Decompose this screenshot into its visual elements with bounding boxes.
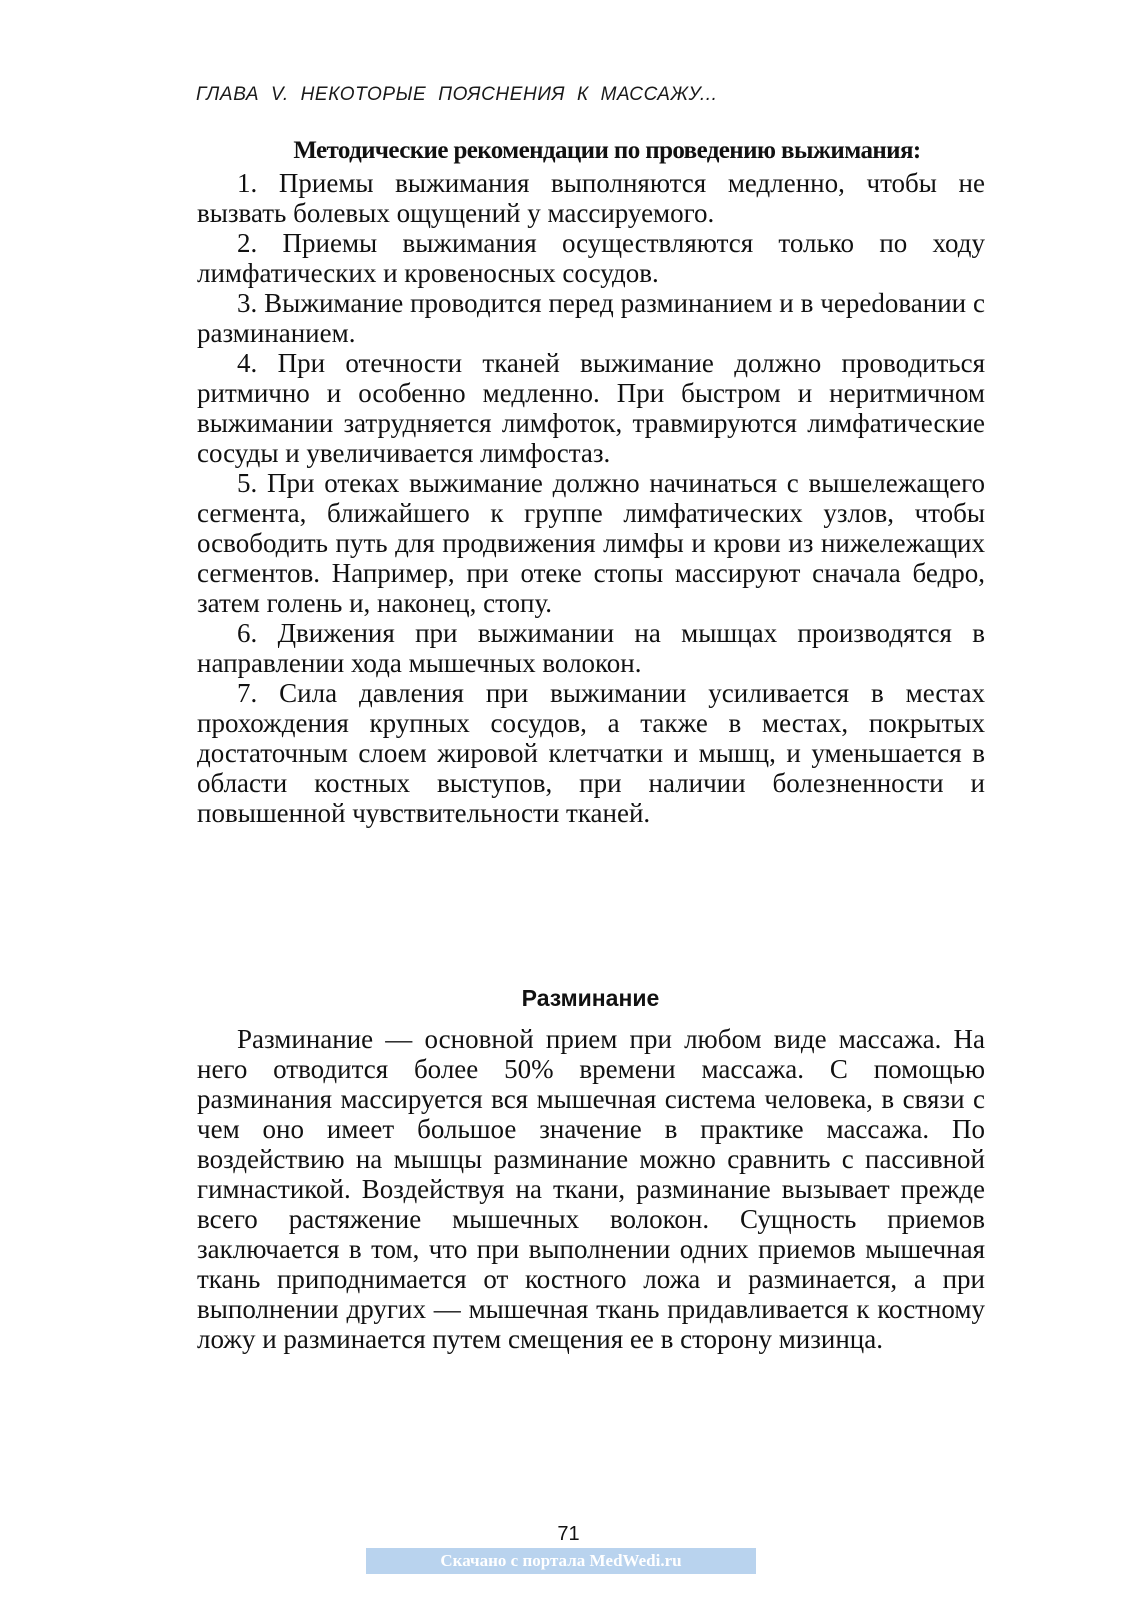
guideline-item-5: 5. При отеках выжимание должно начинаться с вышележащего сегмента, ближайшего к группе лимфатических узлов, чтобы освободить путь для продвижения лимфы и крови из нижележащих сегментов. Например, при отеке стопы массируют сначала бедро, затем голень и, наконец, стопу. (197, 468, 985, 618)
guideline-item-2: 2. Приемы выжимания осуществляются только по ходу лимфатических и кровеносных сосудов. (197, 228, 985, 288)
pressing-guidelines-section (197, 136, 985, 828)
guideline-item-7: 7. Сила давления при выжимании усиливается в местах прохождения крупных сосудов, а также в местах, покрытых достаточным слоем жировой клетчатки и мышц, и уменьшается в области костных выступов, при наличии болезненности и повышенной чувствительности тканей. (197, 678, 985, 828)
watermark-banner: Скачано с портала MedWedi.ru (366, 1548, 756, 1574)
guidelines-subheading: Методические рекомендации по проведению выжимания: (293, 137, 921, 164)
kneading-paragraph: Разминание — основной прием при любом виде массажа. На него отводится более 50% времени массажа. С помощью разминания массируется вся мышечная система человека, в связи с чем оно имеет большое значение в практике массажа. По воздействию на мышцы разминание можно сравнить с пассивной гимнастикой. Воздействуя на ткани, разминание вызывает прежде всего растяжение мышечных волокон. Сущность приемов заключается в том, что при выполнении одних приемов мышечная ткань приподнимается от костного ложа и разминается, а при выполнении других — мышечная ткань придавливается к костному ложу и разминается путем смещения ее в сторону мизинца. (197, 1024, 985, 1354)
page-number: 71 (557, 1523, 580, 1545)
guideline-item-4: 4. При отечности тканей выжимание должно проводиться ритмично и особенно медленно. При быстром и неритмичном выжимании затрудняется лимфоток, травмируются лимфатические сосуды и увеличивается лимфостаз. (197, 348, 985, 468)
guideline-item-1: 1. Приемы выжимания выполняются медленно, чтобы не вызвать болевых ощущений у массируемого. (197, 168, 985, 228)
guideline-item-6: 6. Движения при выжимании на мышцах производятся в направлении хода мышечных волокон. (197, 618, 985, 678)
guideline-item-3: 3. Выжимание проводится перед разминанием и в череdовании с разминанием. (197, 288, 985, 348)
running-header: ГЛАВА V. НЕКОТОРЫЕ ПОЯСНЕНИЯ К МАССАЖУ... (196, 84, 718, 105)
section-heading-kneading: Разминание (521, 985, 660, 1011)
kneading-section (197, 1024, 985, 1354)
